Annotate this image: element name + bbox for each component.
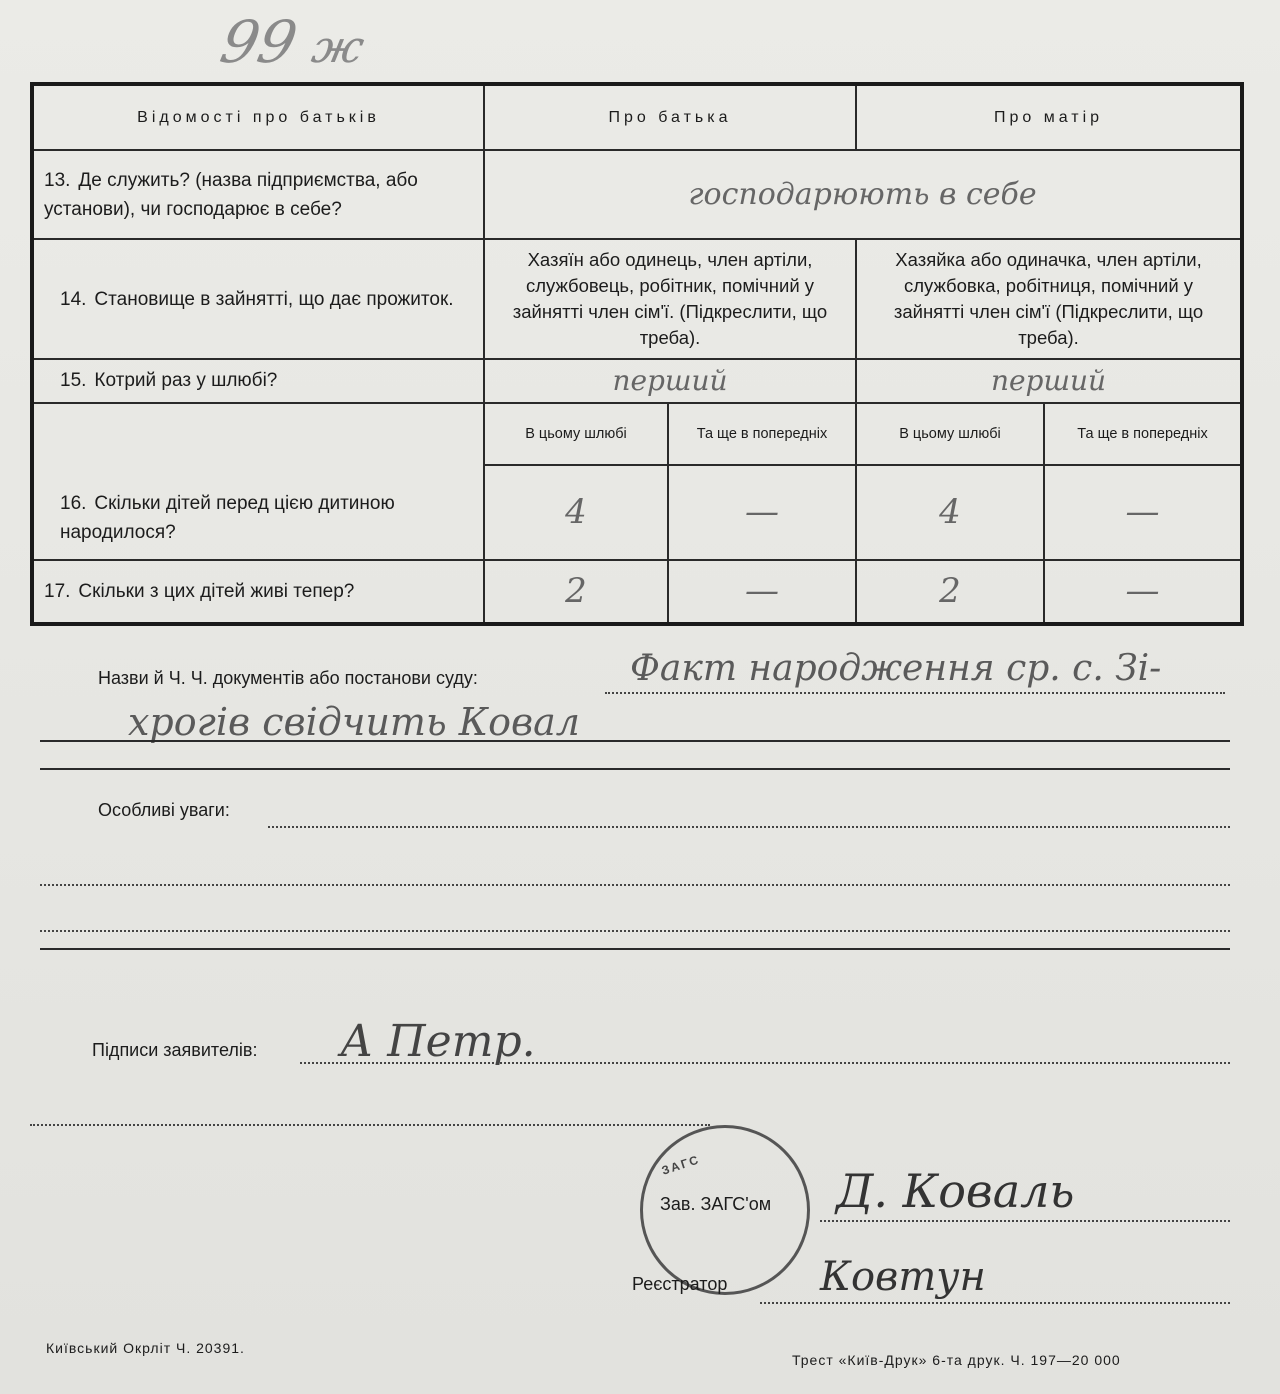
subhead-father-previous: Та ще в попередніх [668, 403, 856, 465]
footer-left: Київський Окрліт Ч. 20391. [46, 1340, 245, 1356]
notes-line-3 [40, 930, 1230, 932]
registrar-signature: Ковтун [820, 1254, 986, 1300]
answer-17-father-prev: — [668, 560, 856, 624]
header-parents-info: Відомості про батьків [32, 84, 484, 150]
subhead-father-this-marriage: В цьому шлюбі [484, 403, 668, 465]
stamp-inner-text: ЗАГС [659, 1152, 702, 1178]
zags-head-signature: Д. Коваль [836, 1164, 1075, 1218]
zags-head-label: Зав. ЗАГС'ом [660, 1194, 772, 1214]
applicants-line-2 [30, 1124, 710, 1126]
answer-13: господарюють в себе [484, 150, 1242, 239]
subhead-mother-previous: Та ще в попередніх [1044, 403, 1242, 465]
applicants-label: Підписи заявителів: [92, 1040, 258, 1060]
question-15: 15. Котрий раз у шлюбі? [32, 359, 484, 402]
question-14: 14. Становище в зайнятті, що дає прожиток. [32, 239, 484, 359]
registrar-label: Реєстратор [632, 1274, 728, 1294]
answer-16-mother-this: 4 [856, 465, 1044, 560]
parents-info-table [30, 82, 1244, 626]
answer-17-mother-prev: — [1044, 560, 1242, 624]
documents-value-line2: хрогів свідчить Ковал [128, 700, 580, 744]
header-about-mother: Про матір [856, 84, 1242, 150]
notes-line-2 [40, 884, 1230, 886]
notes-label: Особливі уваги: [98, 800, 230, 820]
answer-16-mother-prev: — [1044, 465, 1242, 560]
answer-16-father-this: 4 [484, 465, 668, 560]
subhead-mother-this-marriage: В цьому шлюбі [856, 403, 1044, 465]
zags-head-line [820, 1220, 1230, 1222]
documents-line-3 [40, 768, 1230, 770]
answer-16-father-prev: — [668, 465, 856, 560]
header-about-father: Про батька [484, 84, 856, 150]
question-13: 13. Де служить? (назва підприємства, або установи), чи господарює в себе? [32, 150, 484, 239]
question-16: 16. Скільки дітей перед цією дитиною народилося? [32, 403, 484, 560]
question-17: 17. Скільки з цих дітей живі тепер? [32, 560, 484, 624]
documents-line-2 [40, 740, 1230, 742]
answer-15-father: перший [484, 359, 856, 402]
registrar-line [760, 1302, 1230, 1304]
documents-line-1 [605, 692, 1225, 694]
documents-value-line1: Факт народження ср. с. Зі- [630, 648, 1162, 689]
answer-15-mother: перший [856, 359, 1242, 402]
father-employment-options: Хазяїн або одинець, член артіли, службовець, робітник, помічний у зайнятті член сім'ї. (Підкреслити, що треба). [484, 239, 856, 359]
footer-right: Трест «Київ-Друк» 6-та друк. Ч. 197—20 000 [792, 1352, 1121, 1368]
notes-line-1 [268, 826, 1230, 828]
documents-label: Назви й Ч. Ч. документів або постанови суду: [98, 668, 478, 688]
answer-17-father-this: 2 [484, 560, 668, 624]
archive-number-mark: 99 ж [214, 8, 369, 76]
answer-17-mother-this: 2 [856, 560, 1044, 624]
mother-employment-options: Хазяйка або одиначка, член артіли, службовка, робітниця, помічний у зайнятті член сім'ї (Підкреслити, що треба). [856, 239, 1242, 359]
notes-line-4 [40, 948, 1230, 950]
applicants-line-1 [300, 1062, 1230, 1064]
applicants-signature: А Петр. [340, 1016, 536, 1067]
